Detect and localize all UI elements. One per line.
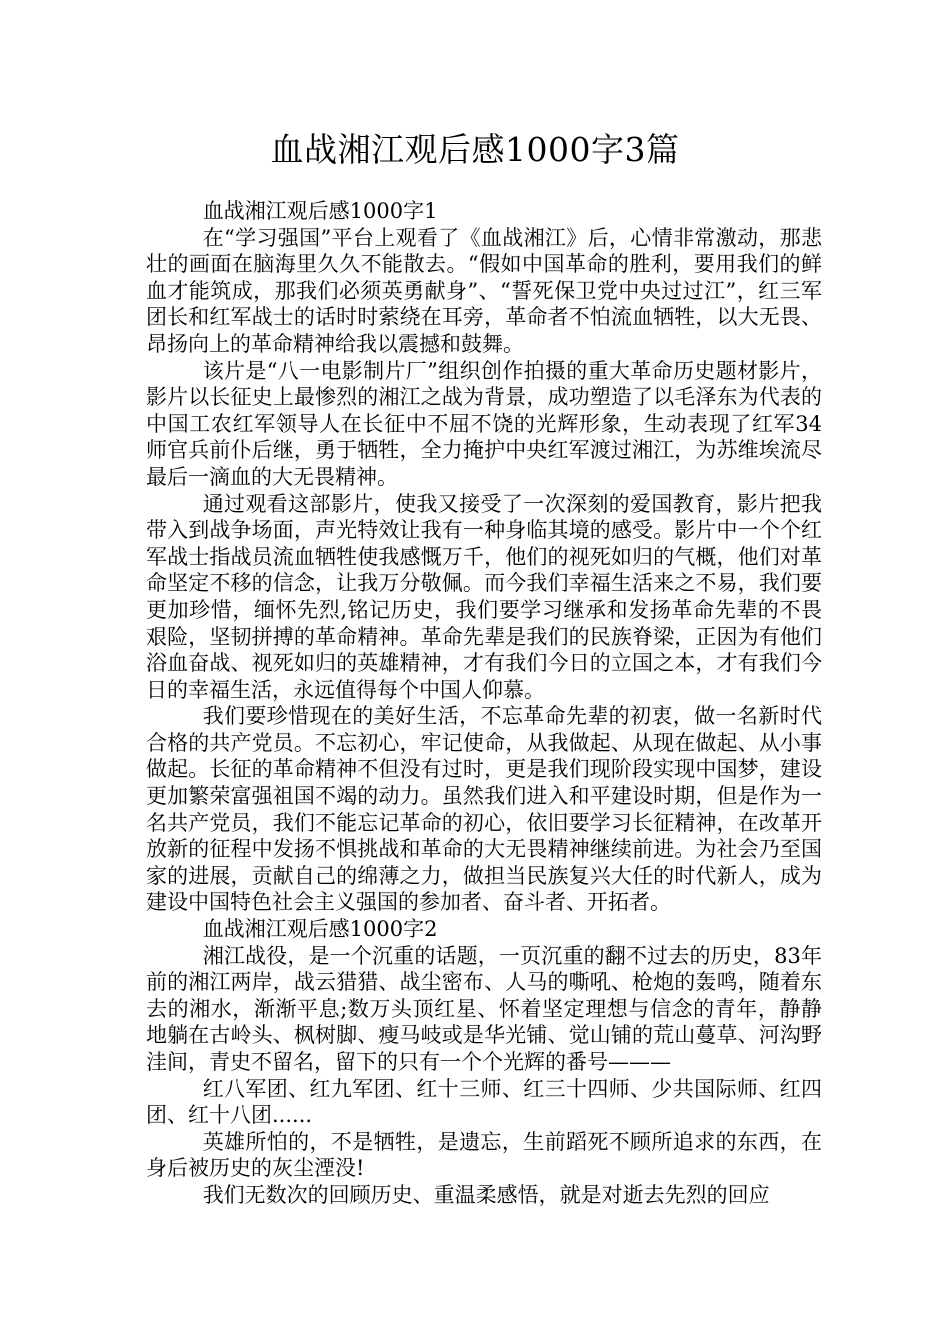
paragraph: 红八军团、红九军团、红十三师、红三十四师、少共国际师、红四团、红十八团...... <box>146 1076 822 1128</box>
section-heading-2: 血战湘江观后感1000字2 <box>202 917 438 942</box>
paragraph: 该片是“八一电影制片厂”组织创作拍摄的重大革命历史题材影片，影片以长征史上最惨烈的湘江之战为背景，成功塑造了以毛泽东为代表的中国工农红军领导人在长征中不屈不饶的光辉形象，生动表现了红军34师官兵前仆后继，勇于牺牲，全力掩护中央红军渡过湘江，为苏维埃流尽最后一滴血的大无畏精神。 <box>146 358 822 489</box>
document-body <box>146 198 822 1209</box>
document-title: 血战湘江观后感1000字3篇 <box>270 130 680 169</box>
paragraph: 我们要珍惜现在的美好生活，不忘革命先辈的初衷，做一名新时代合格的共产党员。不忘初心，牢记使命，从我做起、从现在做起、从小事做起。长征的革命精神不但没有过时，更是我们现阶段实现中国梦，建设更加繁荣富强祖国不竭的动力。虽然我们进入和平建设时期，但是作为一名共产党员，我们不能忘记革命的初心，依旧要学习长征精神，在改革开放新的征程中发扬不惧挑战和革命的大无畏精神继续前进。为社会乃至国家的进展，贡献自己的绵薄之力，做担当民族复兴大任的时代新人，成为建设中国特色社会主义强国的参加者、奋斗者、开拓者。 <box>146 704 822 915</box>
paragraph: 湘江战役，是一个沉重的话题，一页沉重的翻不过去的历史，83年前的湘江两岸，战云猎猎、战尘密布、人马的嘶吼、枪炮的轰鸣，随着东去的湘水，渐渐平息;数万头顶红星、怀着坚定理想与信念的青年，静静地躺在古岭头、枫树脚、瘦马岐或是华光铺、觉山铺的荒山蔓草、河沟野洼间，青史不留名，留下的只有一个个光辉的番号——— <box>146 943 822 1074</box>
paragraph: 通过观看这部影片，使我又接受了一次深刻的爱国教育，影片把我带入到战争场面，声光特效让我有一种身临其境的感受。影片中一个个红军战士指战员流血牺牲使我感慨万千，他们的视死如归的气概，他们对革命坚定不移的信念，让我万分敬佩。而今我们幸福生活来之不易，我们要更加珍惜，缅怀先烈,铭记历史，我们要学习继承和发扬革命先辈的不畏艰险，坚韧拼搏的革命精神。革命先辈是我们的民族脊梁，正因为有他们浴血奋战、视死如归的英雄精神，才有我们今日的立国之本，才有我们今日的幸福生活，永远值得每个中国人仰慕。 <box>146 491 822 702</box>
paragraph: 我们无数次的回顾历史、重温柔感悟，就是对逝去先烈的回应 <box>202 1182 770 1207</box>
paragraph: 英雄所怕的，不是牺牲，是遗忘，生前蹈死不顾所追求的东西，在身后被历史的灰尘湮没! <box>146 1129 822 1181</box>
section-heading-1: 血战湘江观后感1000字1 <box>202 199 438 223</box>
paragraph: 在“学习强国”平台上观看了《血战湘江》后，心情非常激动，那悲壮的画面在脑海里久久不能散去。“假如中国革命的胜利，要用我们的鲜血才能筑成，那我们必须英勇献身”、“誓死保卫党中央过过江”，红三军团长和红军战士的话时时萦绕在耳旁，革命者不怕流血牺牲，以大无畏、昂扬向上的革命精神给我以震撼和鼓舞。 <box>146 225 822 356</box>
